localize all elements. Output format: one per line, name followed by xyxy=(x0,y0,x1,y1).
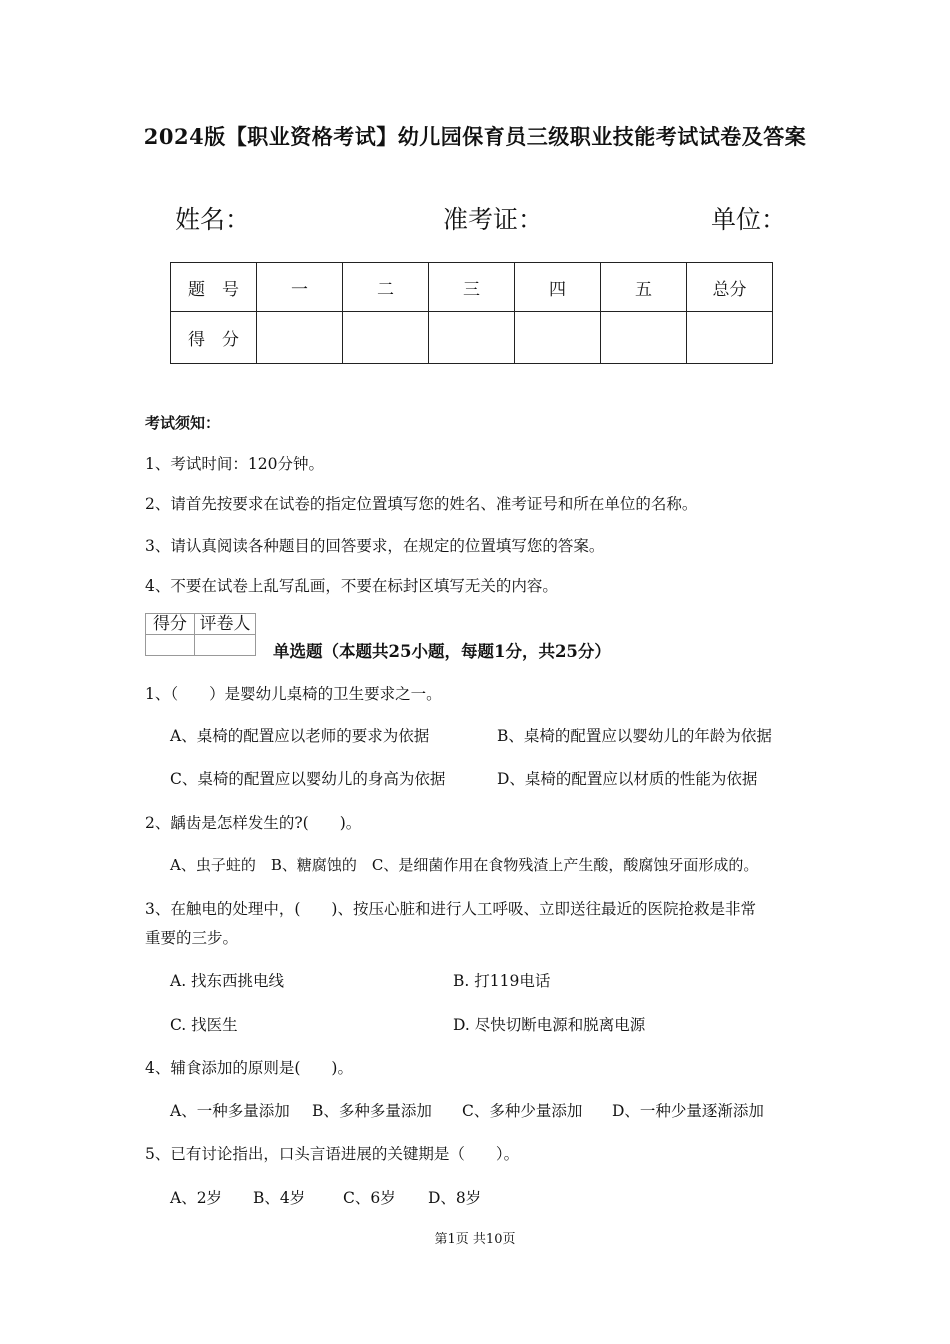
question-5-option-c: C、6岁 xyxy=(343,1189,396,1207)
question-3-stem: 3、在触电的处理中，( )、按压心脏和进行人工呼吸、立即送往最近的医院抢救是非常 xyxy=(145,900,756,918)
grader-score-label: 得分 xyxy=(146,614,195,635)
score-cell[interactable] xyxy=(601,312,687,364)
question-4-option-c: C、多种少量添加 xyxy=(462,1102,583,1120)
grader-reviewer-cell[interactable] xyxy=(195,635,256,656)
score-header-cell: 一 xyxy=(257,263,343,312)
question-4-stem: 4、辅食添加的原则是( )。 xyxy=(145,1059,353,1077)
question-1-option-c: C、桌椅的配置应以婴幼儿的身高为依据 xyxy=(170,770,446,788)
score-cell[interactable] xyxy=(343,312,429,364)
question-1-option-b: B、桌椅的配置应以婴幼儿的年龄为依据 xyxy=(497,727,772,745)
question-5-stem: 5、已有讨论指出，口头言语进展的关键期是（ ）。 xyxy=(145,1145,520,1163)
score-header-cell: 四 xyxy=(515,263,601,312)
score-row-label: 得 分 xyxy=(171,312,257,364)
question-5-option-b: B、4岁 xyxy=(253,1189,306,1207)
grader-reviewer-label: 评卷人 xyxy=(195,614,256,635)
question-4-option-d: D、一种少量逐渐添加 xyxy=(612,1102,764,1120)
score-header-cell: 总分 xyxy=(687,263,773,312)
grader-box xyxy=(145,613,256,656)
note-item: 2、请首先按要求在试卷的指定位置填写您的姓名、准考证号和所在单位的名称。 xyxy=(145,495,698,513)
question-3-option-b: B. 打119电话 xyxy=(453,972,551,990)
question-5-option-d: D、8岁 xyxy=(428,1189,482,1207)
question-4-option-b: B、多种多量添加 xyxy=(312,1102,432,1120)
exam-id-label: 准考证： xyxy=(443,205,544,234)
question-3-stem-cont: 重要的三步。 xyxy=(145,929,239,947)
question-2-stem: 2、龋齿是怎样发生的?( )。 xyxy=(145,814,362,832)
question-1-stem: 1、（ ）是婴幼儿桌椅的卫生要求之一。 xyxy=(145,685,442,703)
score-cell[interactable] xyxy=(515,312,601,364)
score-table xyxy=(170,262,773,364)
question-4-option-a: A、一种多量添加 xyxy=(170,1102,290,1120)
note-item: 1、考试时间：120分钟。 xyxy=(145,455,324,473)
document-title: 2024版【职业资格考试】幼儿园保育员三级职业技能考试试卷及答案 xyxy=(143,124,807,149)
question-3-option-a: A. 找东西挑电线 xyxy=(170,972,285,990)
question-1-option-a: A、桌椅的配置应以老师的要求为依据 xyxy=(170,727,430,745)
score-header-cell: 五 xyxy=(601,263,687,312)
note-item: 3、请认真阅读各种题目的回答要求，在规定的位置填写您的答案。 xyxy=(145,537,605,555)
question-5-option-a: A、2岁 xyxy=(170,1189,223,1207)
score-cell[interactable] xyxy=(257,312,343,364)
score-table-header-row xyxy=(171,263,773,312)
grader-score-cell[interactable] xyxy=(146,635,195,656)
question-1-option-d: D、桌椅的配置应以材质的性能为依据 xyxy=(497,770,758,788)
note-item: 4、不要在试卷上乱写乱画，不要在标封区填写无关的内容。 xyxy=(145,577,558,595)
score-cell[interactable] xyxy=(687,312,773,364)
question-2-options: A、虫子蛀的 B、糖腐蚀的 C、是细菌作用在食物残渣上产生酸，酸腐蚀牙面形成的。 xyxy=(170,856,759,874)
question-3-option-c: C. 找医生 xyxy=(170,1016,238,1034)
section-title: 单选题（本题共25小题，每题1分，共25分） xyxy=(273,642,611,661)
score-cell[interactable] xyxy=(429,312,515,364)
score-header-cell: 二 xyxy=(343,263,429,312)
name-label: 姓名： xyxy=(175,205,251,234)
score-table-score-row xyxy=(171,312,773,364)
question-3-option-d: D. 尽快切断电源和脱离电源 xyxy=(453,1016,646,1034)
unit-label: 单位： xyxy=(711,205,787,234)
score-header-cell: 三 xyxy=(429,263,515,312)
page-footer: 第1页 共10页 xyxy=(434,1232,516,1247)
score-header-cell: 题 号 xyxy=(171,263,257,312)
notes-heading: 考试须知： xyxy=(145,414,221,432)
